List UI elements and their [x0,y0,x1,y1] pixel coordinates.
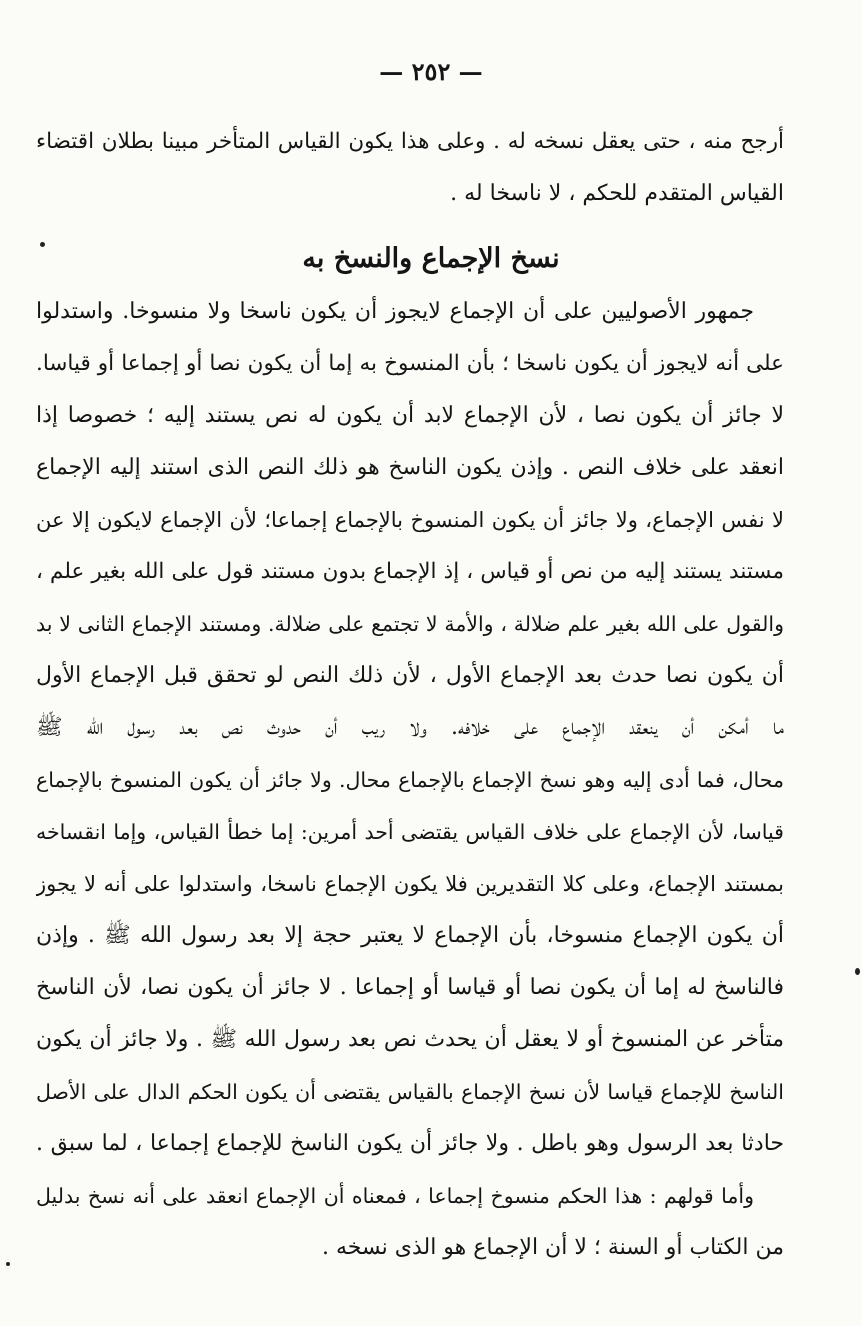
scan-speck [6,1262,10,1266]
text-line: متأخر عن المنسوخ أو لا يعقل أن يحدث نص بعد رسول الله ﷺ . ولا جائز أن يكون [36,1027,784,1052]
top-paragraph [36,116,784,220]
text-line: مستند يستند إليه من نص أو قياس ، إذ الإجماع بدون مستند قول على الله بغير علم ، [36,559,784,584]
text-line: أن يكون الإجماع منسوخا، بأن الإجماع لا يعتبر حجة إلا بعد رسول الله ﷺ . وإذن [36,923,784,948]
text-line: جمهور الأصوليين على أن الإجماع لايجوز أن يكون ناسخا ولا منسوخا. واستدلوا [36,299,754,324]
scan-speck [40,242,45,247]
text-line: انعقد على خلاف النص . وإذن يكون الناسخ هو ذلك النص الذى استند إليه الإجماع [36,455,784,480]
text-line: أن يكون نصا حدث بعد الإجماع الأول ، لأن ذلك النص لو تحقق قبل الإجماع الأول [36,663,784,688]
text-line: ما أمكن أن ينعقد الإجماع على خلافه. ولا ريب أن حدوث نص بعد رسول الله ﷺ [36,715,784,740]
page-number: — ٢٥٢ — [379,57,483,86]
section-heading: نسخ الإجماع والنسخ به [302,243,560,274]
main-paragraph [36,286,784,1274]
text-line: الناسخ للإجماع قياسا لأن نسخ الإجماع بالقياس يقتضى أن يكون الحكم الدال على الأصل [36,1080,784,1104]
text-line: لا جائز أن يكون نصا ، لأن الإجماع لابد أن يكون له نص يستند إليه ؛ خصوصا إذا [36,403,784,428]
text-line: لا نفس الإجماع، ولا جائز أن يكون المنسوخ بالإجماع إجماعا؛ لأن الإجماع لايكون إلا عن [36,508,784,532]
text-line: قياسا، لأن الإجماع على خلاف القياس يقتضى أحد أمرين: إما خطأ القياس، وإما انقساخه [36,820,784,844]
text-line: محال، فما أدى إليه وهو نسخ الإجماع بالإجماع محال. ولا جائز أن يكون المنسوخ بالإجماع [36,768,784,792]
text-line: والقول على الله بغير علم ضلالة ، والأمة لا تجتمع على ضلالة. ومستند الإجماع الثانى لا بد [36,612,784,636]
text-line: وأما قولهم : هذا الحكم منسوخ إجماعا ، فمعناه أن الإجماع انعقد على أنه نسخ بدليل [36,1184,754,1208]
text-line: على أنه لايجوز أن يكون ناسخا ؛ بأن المنسوخ به إما أن يكون نصا أو إجماعا أو قياسا. [36,351,784,376]
text-line: بمستند الإجماع، وعلى كلا التقديرين فلا يكون الإجماع ناسخا، واستدلوا على أنه لا يجوز [36,872,784,896]
text-line: حادثا بعد الرسول وهو باطل . ولا جائز أن يكون الناسخ للإجماع إجماعا ، لما سبق . [36,1131,784,1156]
text-line: من الكتاب أو السنة ؛ لا أن الإجماع هو الذى نسخه . [322,1235,784,1260]
scan-speck [855,968,860,975]
text-line: أرجح منه ، حتى يعقل نسخه له . وعلى هذا يكون القياس المتأخر مبينا بطلان اقتضاء [36,129,784,154]
text-line: القياس المتقدم للحكم ، لا ناسخا له . [450,181,784,206]
text-line: فالناسخ له إما أن يكون نصا أو قياسا أو إجماعا . لا جائز أن يكون نصا، لأن الناسخ [36,975,784,1000]
